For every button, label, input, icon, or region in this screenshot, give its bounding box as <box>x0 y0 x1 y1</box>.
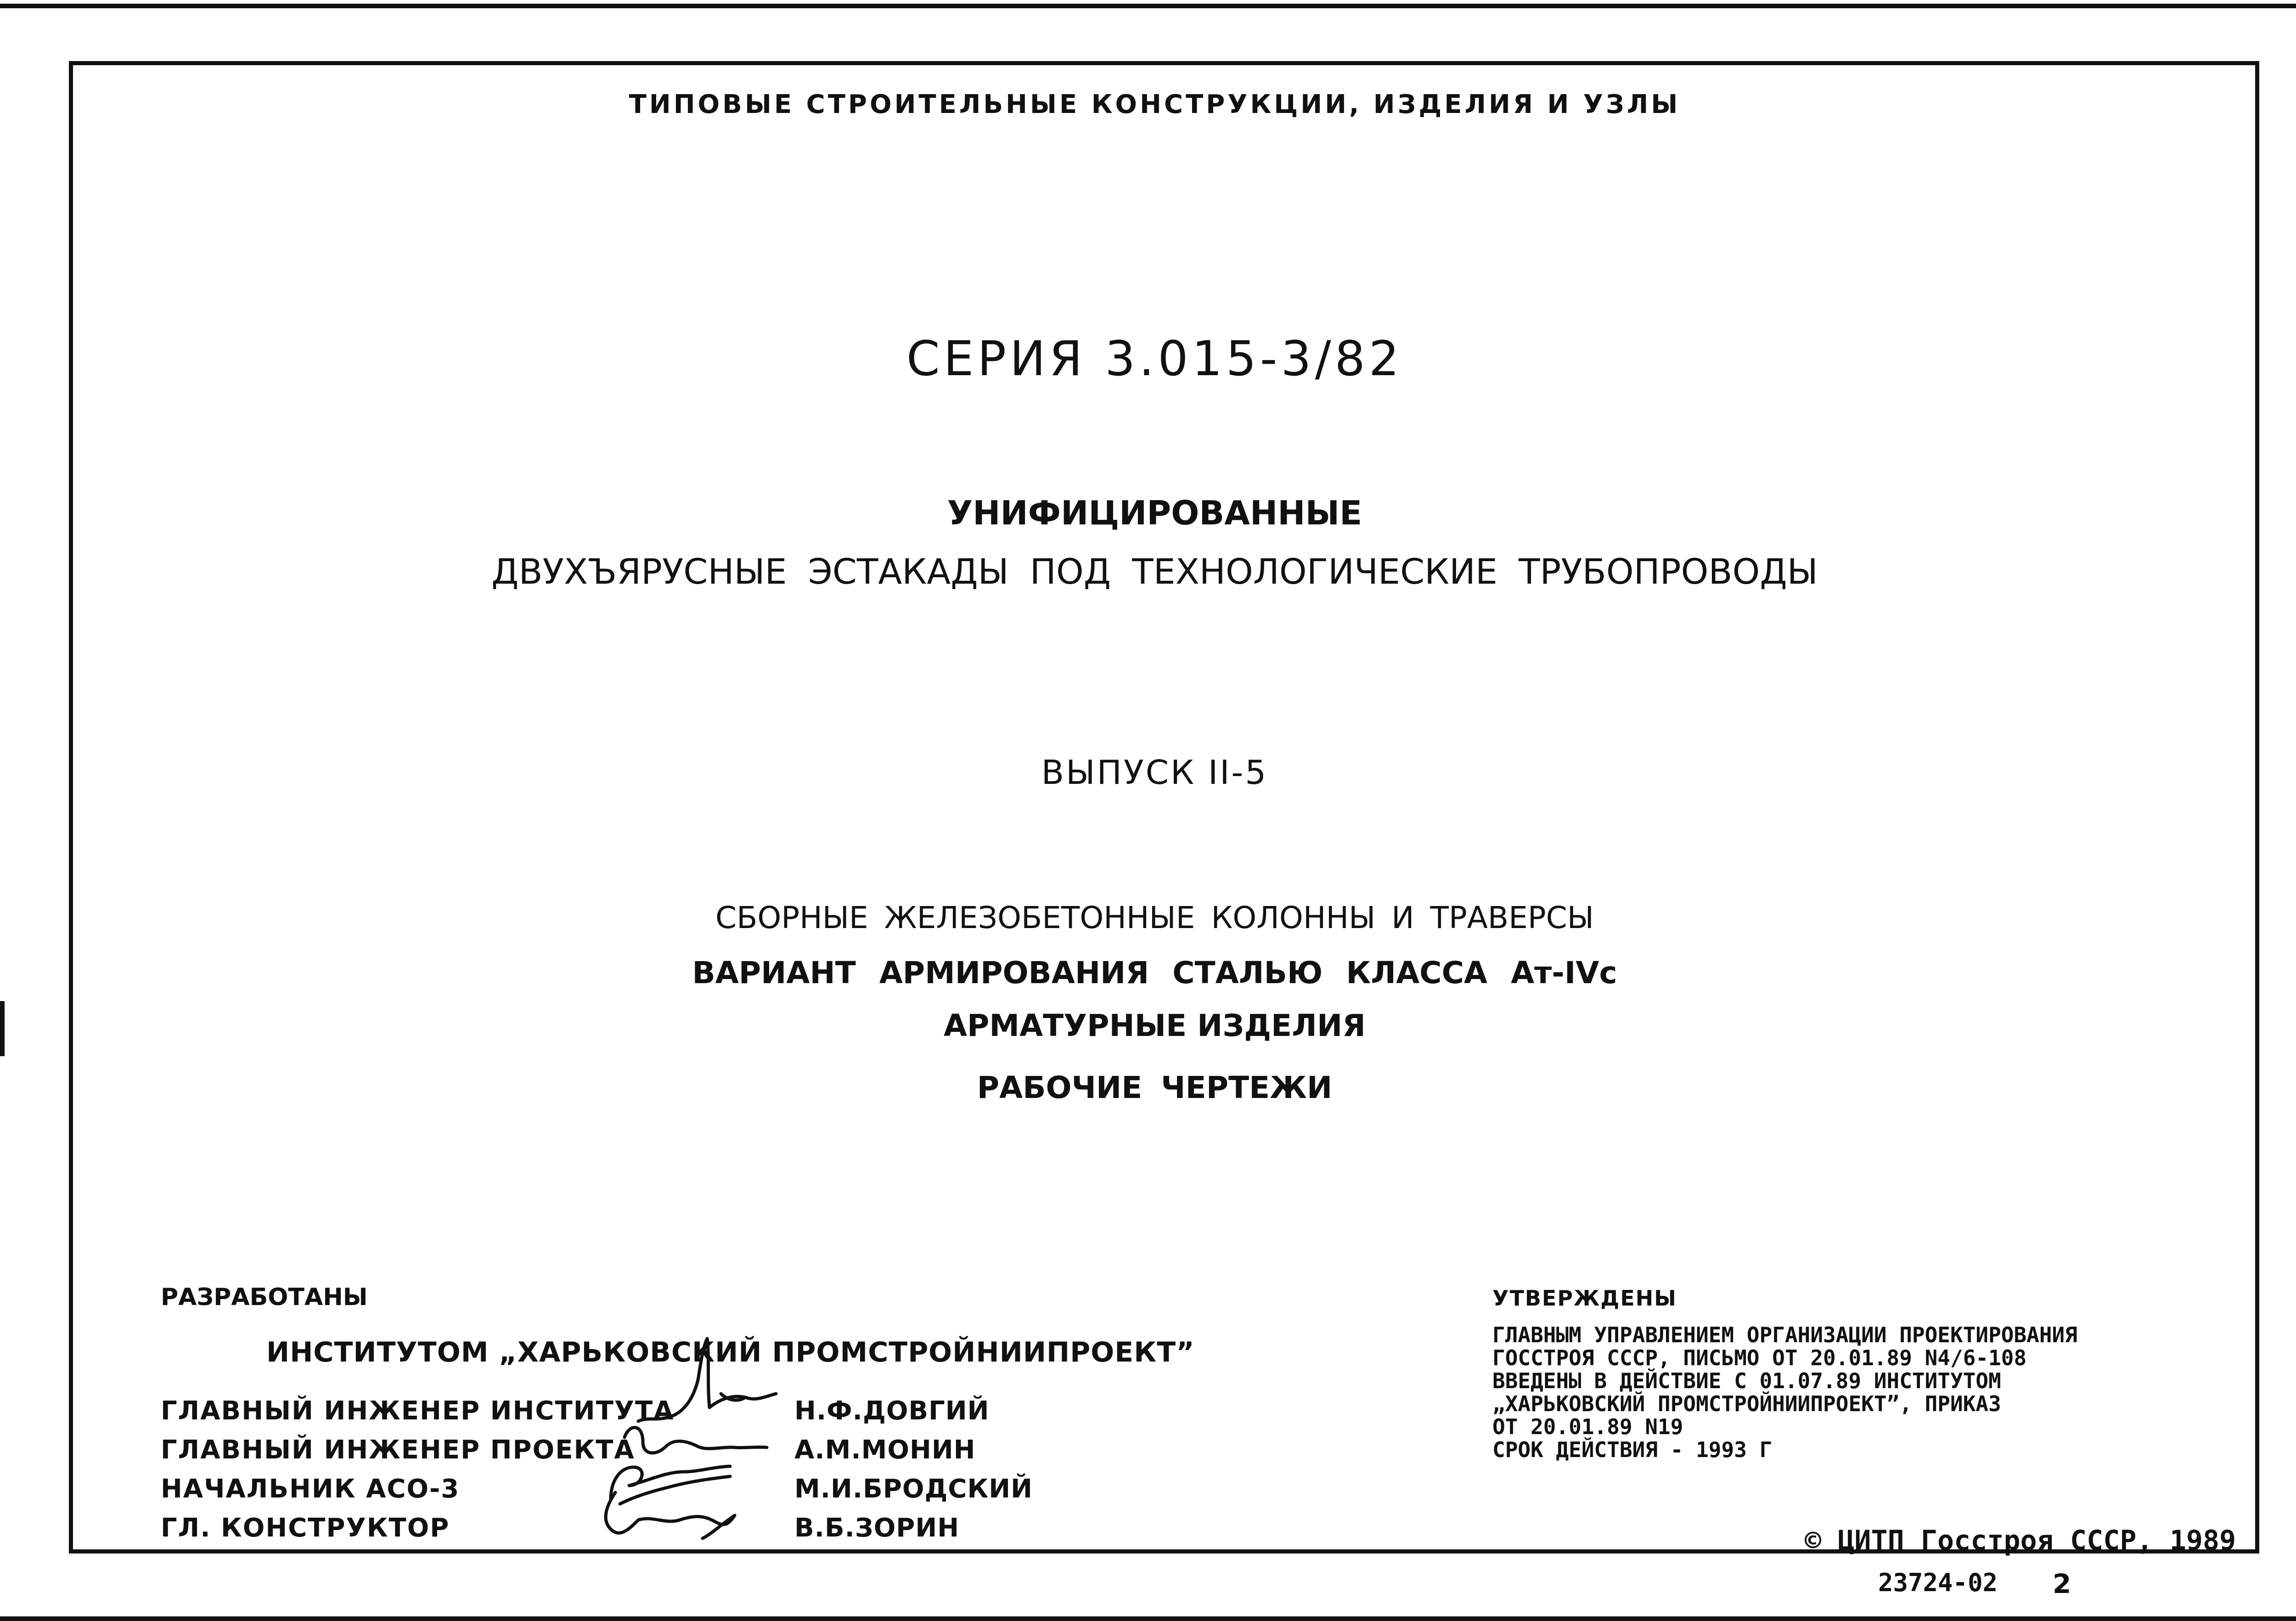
outer-border-top <box>0 4 2296 8</box>
description-working-drawings: РАБОЧИЕ ЧЕРТЕЖИ <box>977 1070 1333 1105</box>
staff-role: НАЧАЛЬНИК АСО-3 <box>161 1474 460 1504</box>
approval-line: СРОК ДЕЙСТВИЯ - 1993 Г <box>1492 1437 1773 1462</box>
description-columns: СБОРНЫЕ ЖЕЛЕЗОБЕТОННЫЕ КОЛОННЫ И ТРАВЕРСЫ <box>715 900 1594 935</box>
outer-border-bottom <box>0 1616 2296 1621</box>
subtitle-overpasses: ДВУХЪЯРУСНЫЕ ЭСТАКАДЫ ПОД ТЕХНОЛОГИЧЕСКИЕ ТРУБОПРОВОДЫ <box>491 551 1818 592</box>
copyright: © ЦИТП Госстроя СССР, 1989 <box>1805 1525 2236 1557</box>
approval-heading: УТВЕРЖДЕНЫ <box>1492 1286 1677 1311</box>
staff-name: А.М.МОНИН <box>794 1435 976 1465</box>
series-title: СЕРИЯ 3.015-3/82 <box>906 331 1403 387</box>
staff-name: М.И.БРОДСКИЙ <box>794 1474 1033 1504</box>
staff-role: ГЛАВНЫЙ ИНЖЕНЕР ИНСТИТУТА <box>161 1396 675 1426</box>
developers-institute: ИНСТИТУТОМ „ХАРЬКОВСКИЙ ПРОМСТРОЙНИИПРОЕКТ” <box>266 1336 1195 1368</box>
description-products: АРМАТУРНЫЕ ИЗДЕЛИЯ <box>943 1008 1366 1043</box>
description-reinforcement: ВАРИАНТ АРМИРОВАНИЯ СТАЛЬЮ КЛАССА Ат-IVс <box>692 955 1617 991</box>
staff-role: ГЛ. КОНСТРУКТОР <box>161 1513 450 1543</box>
sheet-code: 23724-02 <box>1878 1568 1998 1597</box>
subtitle-unified: УНИФИЦИРОВАННЫЕ <box>947 494 1362 532</box>
staff-role: ГЛАВНЫЙ ИНЖЕНЕР ПРОЕКТА <box>161 1435 635 1465</box>
staff-name: Н.Ф.ДОВГИЙ <box>794 1396 990 1426</box>
approval-line: ГЛАВНЫМ УПРАВЛЕНИЕМ ОРГАНИЗАЦИИ ПРОЕКТИРОВАНИЯ <box>1492 1323 2077 1347</box>
sheet-number: 2 <box>2053 1568 2071 1599</box>
staff-name: В.Б.ЗОРИН <box>794 1513 960 1543</box>
approval-line: ГОССТРОЯ СССР, ПИСЬМО ОТ 20.01.89 N4/6-108 <box>1492 1345 2027 1370</box>
header-line: ТИПОВЫЕ СТРОИТЕЛЬНЫЕ КОНСТРУКЦИИ, ИЗДЕЛИЯ И УЗЛЫ <box>629 90 1681 119</box>
signature-chief-designer <box>588 1488 744 1561</box>
approval-line: ОТ 20.01.89 N19 <box>1492 1414 1683 1439</box>
approval-line: „ХАРЬКОВСКИЙ ПРОМСТРОЙНИИПРОЕКТ”, ПРИКАЗ <box>1492 1391 2001 1416</box>
developers-heading: РАЗРАБОТАНЫ <box>161 1283 368 1311</box>
approval-line: ВВЕДЕНЫ В ДЕЙСТВИЕ С 01.07.89 ИНСТИТУТОМ <box>1492 1368 2001 1393</box>
issue-number: ВЫПУСК II-5 <box>1041 753 1268 792</box>
